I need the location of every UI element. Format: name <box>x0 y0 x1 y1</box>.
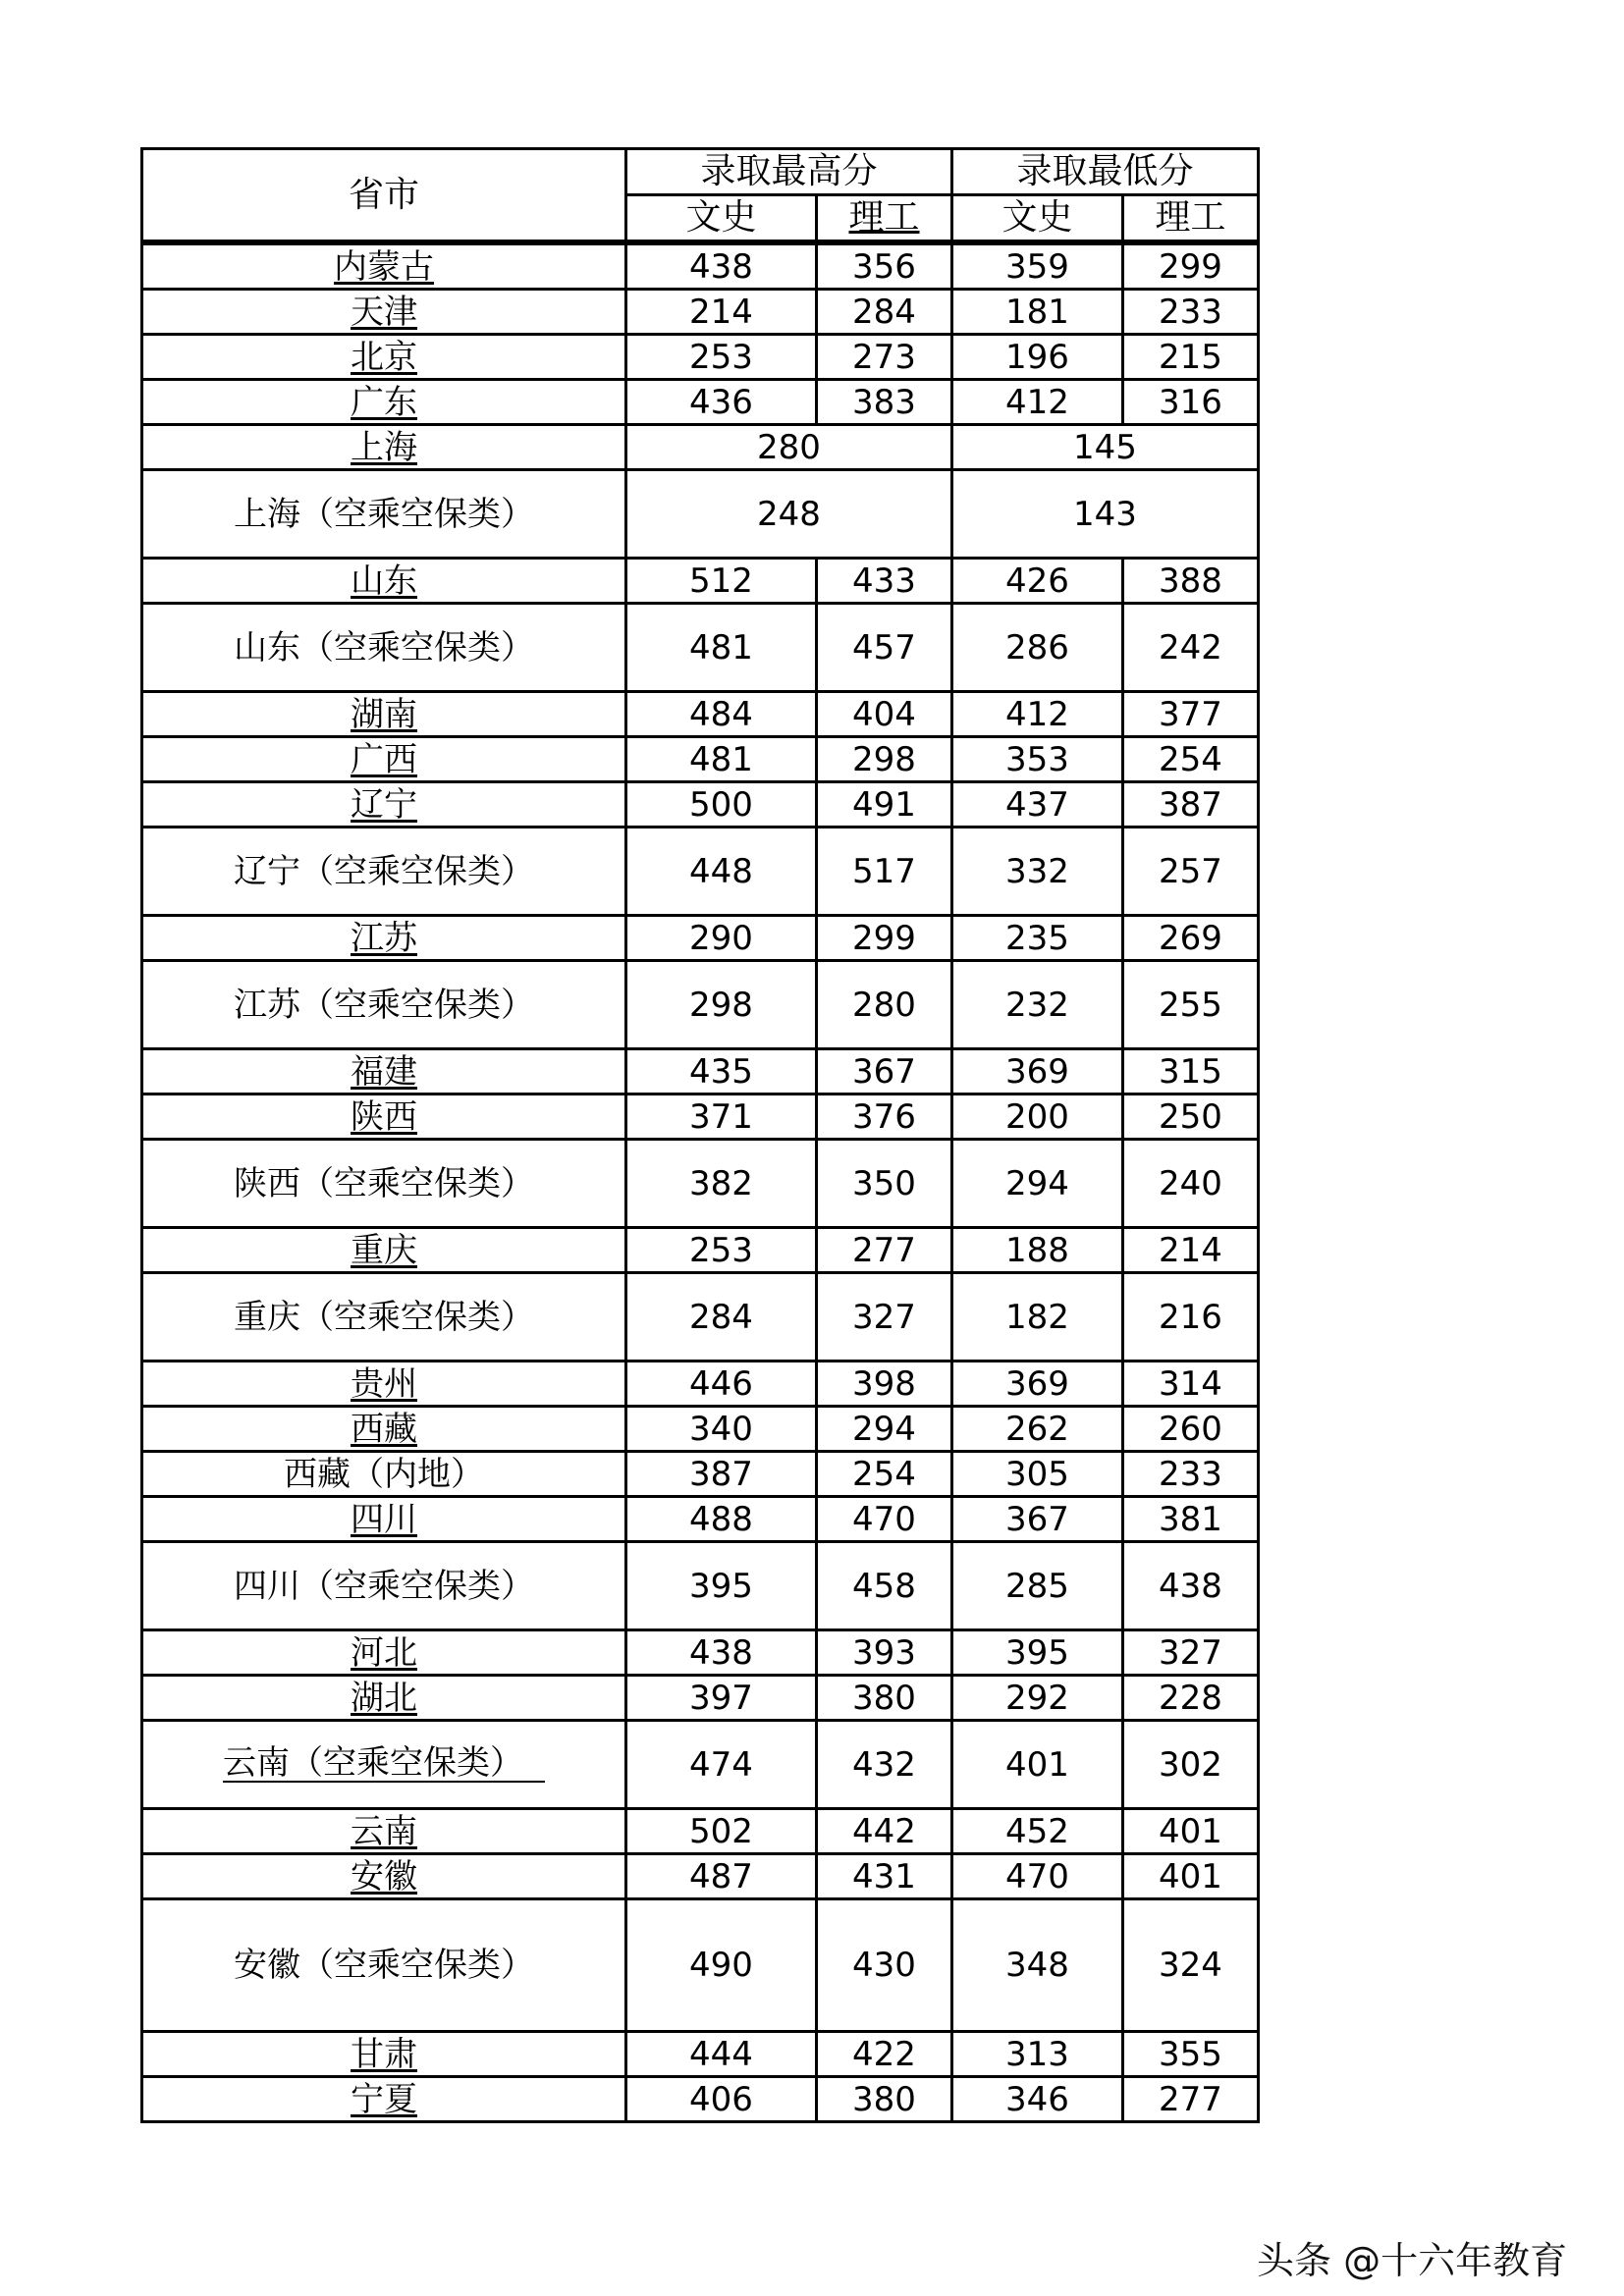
score-cell: 299 <box>817 916 952 961</box>
score-cell: 448 <box>626 828 817 916</box>
score-cell: 490 <box>626 1899 817 2032</box>
score-cell: 412 <box>952 692 1123 737</box>
score-cell: 444 <box>626 2032 817 2077</box>
score-cell: 470 <box>952 1854 1123 1899</box>
header-max-score: 录取最高分 <box>626 149 952 195</box>
score-cell: 332 <box>952 828 1123 916</box>
table-row <box>142 1497 1259 1542</box>
province-cell <box>142 470 626 559</box>
score-cell: 517 <box>817 828 952 916</box>
province-cell <box>142 1407 626 1452</box>
score-cell: 393 <box>817 1630 952 1676</box>
score-cell: 438 <box>626 242 817 290</box>
province-cell <box>142 1228 626 1273</box>
province-cell <box>142 737 626 782</box>
province-cell <box>142 1140 626 1228</box>
score-cell: 253 <box>626 1228 817 1273</box>
score-cell: 398 <box>817 1362 952 1407</box>
score-cell: 369 <box>952 1362 1123 1407</box>
province-name: 江苏（空乘空保类） <box>234 985 534 1025</box>
province-cell <box>142 380 626 425</box>
score-cell: 235 <box>952 916 1123 961</box>
province-cell <box>142 1049 626 1095</box>
score-cell: 145 <box>952 425 1259 470</box>
score-cell: 431 <box>817 1854 952 1899</box>
header-row-1 <box>142 149 1259 195</box>
province-name: 江苏 <box>351 918 417 958</box>
table-row <box>142 1407 1259 1452</box>
table-row <box>142 692 1259 737</box>
score-cell: 446 <box>626 1362 817 1407</box>
score-cell: 298 <box>626 961 817 1049</box>
score-cell: 387 <box>626 1452 817 1497</box>
province-name: 西藏（内地） <box>284 1454 484 1494</box>
score-cell: 315 <box>1123 1049 1259 1095</box>
province-name: 湖南 <box>351 694 417 734</box>
score-cell: 401 <box>952 1721 1123 1809</box>
province-name: 山东 <box>351 561 417 601</box>
province-cell <box>142 242 626 290</box>
score-cell: 487 <box>626 1854 817 1899</box>
province-cell <box>142 1721 626 1809</box>
score-cell: 426 <box>952 559 1123 604</box>
score-cell: 397 <box>626 1676 817 1721</box>
score-cell: 387 <box>1123 782 1259 828</box>
province-name: 内蒙古 <box>334 246 434 287</box>
province-name: 山东（空乘空保类） <box>234 627 534 667</box>
score-cell: 382 <box>626 1140 817 1228</box>
score-cell: 500 <box>626 782 817 828</box>
score-cell: 277 <box>1123 2077 1259 2122</box>
table-row <box>142 242 1259 290</box>
score-cell: 380 <box>817 2077 952 2122</box>
score-cell: 294 <box>817 1407 952 1452</box>
province-name: 云南（空乘空保类） <box>223 1746 545 1784</box>
score-cell: 299 <box>1123 242 1259 290</box>
score-cell: 350 <box>817 1140 952 1228</box>
province-cell <box>142 961 626 1049</box>
score-cell: 458 <box>817 1542 952 1630</box>
province-cell <box>142 1452 626 1497</box>
score-cell: 435 <box>626 1049 817 1095</box>
score-cell: 280 <box>817 961 952 1049</box>
score-cell: 254 <box>1123 737 1259 782</box>
province-cell <box>142 1542 626 1630</box>
score-cell: 433 <box>817 559 952 604</box>
province-cell <box>142 1676 626 1721</box>
score-cell: 302 <box>1123 1721 1259 1809</box>
province-cell <box>142 916 626 961</box>
watermark: 头条 @十六年教育 <box>1257 2239 1568 2282</box>
score-cell: 401 <box>1123 1809 1259 1854</box>
admission-score-table <box>140 147 1260 2123</box>
score-cell: 188 <box>952 1228 1123 1273</box>
score-cell: 380 <box>817 1676 952 1721</box>
province-name: 辽宁 <box>351 784 417 825</box>
province-cell <box>142 828 626 916</box>
province-name: 贵州 <box>351 1363 417 1404</box>
score-cell: 491 <box>817 782 952 828</box>
score-cell: 253 <box>626 335 817 380</box>
score-cell: 395 <box>952 1630 1123 1676</box>
province-name: 四川 <box>351 1499 417 1539</box>
table-row <box>142 961 1259 1049</box>
score-cell: 292 <box>952 1676 1123 1721</box>
table-row <box>142 1854 1259 1899</box>
score-cell: 260 <box>1123 1407 1259 1452</box>
province-name: 福建 <box>351 1051 417 1092</box>
province-cell <box>142 425 626 470</box>
score-cell: 316 <box>1123 380 1259 425</box>
province-cell <box>142 1497 626 1542</box>
province-name: 河北 <box>351 1632 417 1673</box>
score-cell: 313 <box>952 2032 1123 2077</box>
score-cell: 232 <box>952 961 1123 1049</box>
province-cell <box>142 692 626 737</box>
table-row <box>142 1140 1259 1228</box>
score-cell: 324 <box>1123 1899 1259 2032</box>
province-name: 上海 <box>351 427 417 467</box>
table-row <box>142 1049 1259 1095</box>
header-province: 省市 <box>142 149 626 243</box>
score-cell: 214 <box>626 290 817 335</box>
score-cell: 401 <box>1123 1854 1259 1899</box>
table-row <box>142 425 1259 470</box>
province-name: 上海（空乘空保类） <box>234 494 534 534</box>
score-cell: 277 <box>817 1228 952 1273</box>
province-cell <box>142 2077 626 2122</box>
score-cell: 437 <box>952 782 1123 828</box>
score-cell: 470 <box>817 1497 952 1542</box>
score-cell: 481 <box>626 604 817 692</box>
province-cell <box>142 1899 626 2032</box>
score-cell: 228 <box>1123 1676 1259 1721</box>
table-row <box>142 1899 1259 2032</box>
score-cell: 346 <box>952 2077 1123 2122</box>
header-max-science-label: 理工 <box>848 197 920 238</box>
score-cell: 298 <box>817 737 952 782</box>
score-cell: 367 <box>817 1049 952 1095</box>
score-cell: 432 <box>817 1721 952 1809</box>
score-cell: 353 <box>952 737 1123 782</box>
province-name: 重庆（空乘空保类） <box>234 1297 534 1337</box>
score-cell: 200 <box>952 1095 1123 1140</box>
province-name: 安徽 <box>351 1856 417 1896</box>
score-cell: 371 <box>626 1095 817 1140</box>
score-cell: 327 <box>817 1273 952 1362</box>
table-row <box>142 1362 1259 1407</box>
score-cell: 404 <box>817 692 952 737</box>
province-name: 甘肃 <box>351 2034 417 2074</box>
table-row <box>142 916 1259 961</box>
province-cell <box>142 1809 626 1854</box>
table-row <box>142 380 1259 425</box>
score-cell: 240 <box>1123 1140 1259 1228</box>
score-cell: 255 <box>1123 961 1259 1049</box>
score-cell: 250 <box>1123 1095 1259 1140</box>
province-name: 重庆 <box>351 1230 417 1270</box>
score-cell: 488 <box>626 1497 817 1542</box>
province-name: 辽宁（空乘空保类） <box>234 851 534 891</box>
score-cell: 143 <box>952 470 1259 559</box>
table-row <box>142 1095 1259 1140</box>
table-row <box>142 2032 1259 2077</box>
score-cell: 452 <box>952 1809 1123 1854</box>
score-cell: 290 <box>626 916 817 961</box>
score-cell: 254 <box>817 1452 952 1497</box>
score-cell: 474 <box>626 1721 817 1809</box>
score-cell: 294 <box>952 1140 1123 1228</box>
table-row <box>142 782 1259 828</box>
score-cell: 436 <box>626 380 817 425</box>
score-cell: 215 <box>1123 335 1259 380</box>
table-row <box>142 559 1259 604</box>
score-cell: 284 <box>626 1273 817 1362</box>
score-cell: 442 <box>817 1809 952 1854</box>
score-cell: 233 <box>1123 1452 1259 1497</box>
table-row <box>142 470 1259 559</box>
score-cell: 481 <box>626 737 817 782</box>
table-row <box>142 1542 1259 1630</box>
score-cell: 327 <box>1123 1630 1259 1676</box>
province-name: 西藏 <box>351 1409 417 1449</box>
province-cell <box>142 1095 626 1140</box>
score-cell: 388 <box>1123 559 1259 604</box>
province-name: 安徽（空乘空保类） <box>234 1946 534 1985</box>
table-row <box>142 2077 1259 2122</box>
province-cell <box>142 559 626 604</box>
province-name: 陕西 <box>351 1096 417 1137</box>
score-cell: 355 <box>1123 2032 1259 2077</box>
province-cell <box>142 290 626 335</box>
score-cell: 412 <box>952 380 1123 425</box>
table-row <box>142 1452 1259 1497</box>
table-row <box>142 1676 1259 1721</box>
header-min-score: 录取最低分 <box>952 149 1259 195</box>
score-cell: 359 <box>952 242 1123 290</box>
score-cell: 314 <box>1123 1362 1259 1407</box>
score-cell: 233 <box>1123 290 1259 335</box>
province-name: 天津 <box>351 292 417 332</box>
score-cell: 216 <box>1123 1273 1259 1362</box>
province-cell <box>142 1362 626 1407</box>
score-cell: 242 <box>1123 604 1259 692</box>
score-cell: 305 <box>952 1452 1123 1497</box>
score-cell: 367 <box>952 1497 1123 1542</box>
score-cell: 438 <box>626 1630 817 1676</box>
score-cell: 257 <box>1123 828 1259 916</box>
score-cell: 273 <box>817 335 952 380</box>
province-cell <box>142 782 626 828</box>
score-cell: 269 <box>1123 916 1259 961</box>
table-row <box>142 604 1259 692</box>
score-cell: 214 <box>1123 1228 1259 1273</box>
table-row <box>142 1228 1259 1273</box>
score-cell: 512 <box>626 559 817 604</box>
table-row <box>142 1630 1259 1676</box>
score-cell: 284 <box>817 290 952 335</box>
score-cell: 381 <box>1123 1497 1259 1542</box>
table-row <box>142 1273 1259 1362</box>
header-min-science: 理工 <box>1123 195 1259 243</box>
province-cell <box>142 604 626 692</box>
score-cell: 196 <box>952 335 1123 380</box>
table-row <box>142 737 1259 782</box>
table-row <box>142 335 1259 380</box>
score-cell: 422 <box>817 2032 952 2077</box>
score-cell: 395 <box>626 1542 817 1630</box>
score-cell: 340 <box>626 1407 817 1452</box>
province-cell <box>142 335 626 380</box>
province-name: 湖北 <box>351 1678 417 1718</box>
province-name: 广西 <box>351 739 417 779</box>
score-cell: 262 <box>952 1407 1123 1452</box>
header-max-arts: 文史 <box>626 195 817 243</box>
province-name: 陕西（空乘空保类） <box>234 1163 534 1203</box>
score-cell: 356 <box>817 242 952 290</box>
score-cell: 348 <box>952 1899 1123 2032</box>
province-name: 广东 <box>351 382 417 422</box>
score-cell: 484 <box>626 692 817 737</box>
province-cell <box>142 1630 626 1676</box>
table-row <box>142 290 1259 335</box>
score-cell: 182 <box>952 1273 1123 1362</box>
table-row <box>142 828 1259 916</box>
score-cell: 280 <box>626 425 952 470</box>
score-cell: 369 <box>952 1049 1123 1095</box>
province-cell <box>142 1854 626 1899</box>
province-name: 北京 <box>351 337 417 377</box>
province-cell <box>142 2032 626 2077</box>
score-cell: 383 <box>817 380 952 425</box>
score-cell: 406 <box>626 2077 817 2122</box>
province-name: 云南 <box>351 1811 417 1851</box>
table-row <box>142 1721 1259 1809</box>
table-row <box>142 1809 1259 1854</box>
header-max-science <box>817 195 952 243</box>
score-cell: 376 <box>817 1095 952 1140</box>
score-cell: 502 <box>626 1809 817 1854</box>
score-cell: 430 <box>817 1899 952 2032</box>
score-cell: 285 <box>952 1542 1123 1630</box>
score-cell: 248 <box>626 470 952 559</box>
score-cell: 286 <box>952 604 1123 692</box>
header-min-arts: 文史 <box>952 195 1123 243</box>
score-cell: 377 <box>1123 692 1259 737</box>
score-cell: 438 <box>1123 1542 1259 1630</box>
province-name: 四川（空乘空保类） <box>234 1566 534 1606</box>
province-cell <box>142 1273 626 1362</box>
score-cell: 457 <box>817 604 952 692</box>
score-cell: 181 <box>952 290 1123 335</box>
province-name: 宁夏 <box>351 2079 417 2119</box>
